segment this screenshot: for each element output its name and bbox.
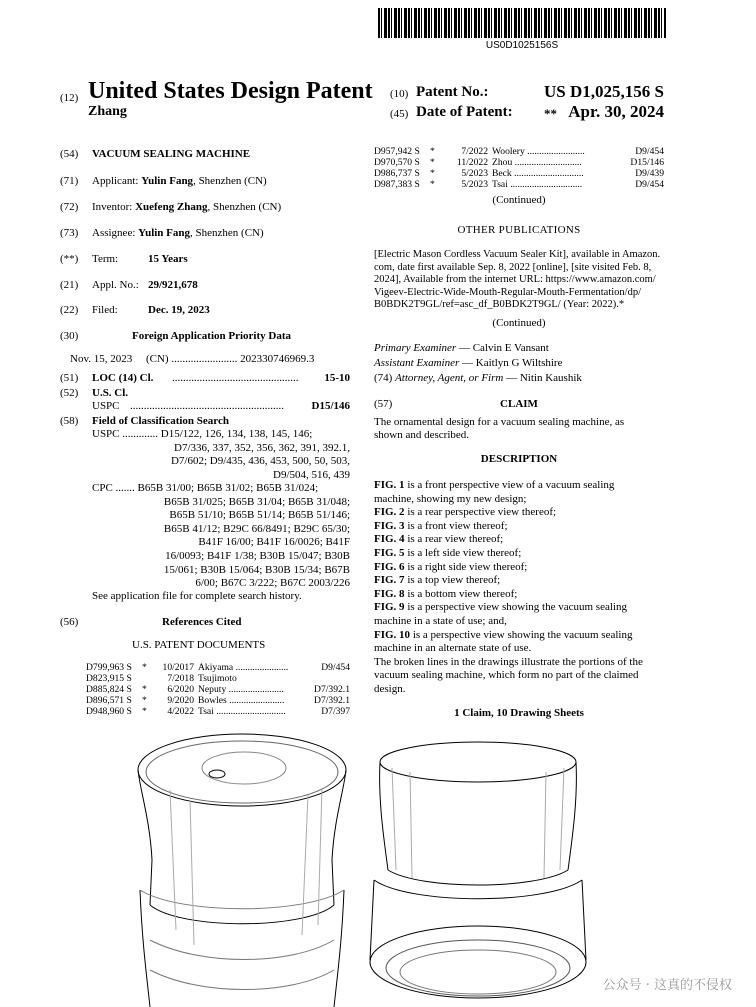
pub-line: [Electric Mason Cordless Vacuum Sealer Kit], available in Amazon. [374,249,661,260]
continued-note-2: (Continued) [492,317,546,329]
date-stars: ** [544,106,557,121]
ref-class: D15/146 [630,157,664,168]
code-73: (73) [60,227,79,239]
patent-type-title: United States Design Patent [88,78,373,104]
assistant-examiner-label: Assistant Examiner [374,357,460,369]
reference-row [86,662,350,673]
ref-number: D948,960 S [86,706,132,717]
cpc-line: 6/00; B67C 3/222; B67C 2003/226 [195,577,350,590]
primary-examiner-name: — Calvin E Vansant [456,342,549,354]
inventor-line [92,201,281,214]
inventor-name: Xuefeng Zhang [135,201,208,213]
ref-class: D7/397 [321,706,350,717]
uspc-value: D15/146 [311,400,350,412]
ref-class: D7/392.1 [314,695,350,706]
search-history-note: See application file for complete search history. [92,590,302,602]
ref-date: 7/2022 [461,146,488,157]
claim-title: CLAIM [500,398,538,410]
description-title: DESCRIPTION [480,453,558,465]
fig-ref: FIG. 6 [374,560,405,573]
desc-text: is a perspective view showing the vacuum sealing [404,601,627,614]
ref-star [142,673,156,684]
patent-date: Apr. 30, 2024 [568,102,664,121]
ref-number: D957,942 S [374,146,420,157]
loc-value: 15-10 [324,372,350,384]
reference-row [374,157,664,168]
ref-class [310,673,350,684]
ref-star: * [142,662,147,673]
ref-name: Woolery ........................ [492,146,585,157]
code-71: (71) [60,175,79,187]
applicant-label: Applicant: [92,175,139,187]
references-title: References Cited [162,616,242,628]
desc-line [374,479,666,493]
desc-text: is a perspective view showing the vacuum sealing [410,628,633,641]
ref-name: Tsujimoto [198,673,237,684]
code-56: (56) [60,616,79,628]
right-references [374,146,664,190]
code-72: (72) [60,201,79,213]
attorney-label: Attorney, Agent, or Firm [395,372,504,384]
claim-text [374,416,666,442]
ref-name: Bowles ....................... [198,695,285,706]
ref-name: Tsai ............................. [198,706,286,717]
uspc-line: USPC ............. D15/122, 126, 134, 138, 145, 146; [92,428,313,440]
ref-number: D885,824 S [86,684,132,695]
reference-row [86,706,350,717]
pub-line: 2024], Available from the internet URL: https://www.amazon.com/ [374,274,656,286]
desc-line [374,520,666,534]
reference-row [374,168,664,179]
fig-ref: FIG. 8 [374,587,405,600]
cpc-line: 15/061; B30B 15/064; B30B 15/34; B67B [163,563,350,576]
desc-text: vacuum sealing machine, which form no part of the claimed [374,669,639,682]
uspc-line: D7/602; D9/435, 436, 453, 500, 50, 503, [170,455,350,467]
desc-line [374,547,666,561]
assignee-location: , Shenzhen (CN) [190,227,264,239]
code-21: (21) [60,279,79,291]
ref-star: * [142,684,147,695]
desc-line [374,533,666,547]
fig-ref: FIG. 2 [374,506,405,519]
filed-value: Dec. 19, 2023 [148,304,210,316]
ref-number: D970,570 S [374,157,420,168]
us-patent-docs-title: U.S. PATENT DOCUMENTS [132,639,266,651]
desc-line [374,506,666,520]
assistant-examiner-name: — Kaitlyn G Wiltshire [459,357,563,369]
cpc-line: B65B 41/12; B29C 66/8491; B29C 65/30; [163,522,350,535]
ref-number: D799,963 S [86,662,132,673]
assignee-line [92,227,264,240]
priority-line: Nov. 15, 2023 (CN) ........................ 202330746969.3 [70,353,315,365]
ref-class: D9/454 [321,662,350,673]
claim-sheets-count: 1 Claim, 10 Drawing Sheets [454,707,584,719]
term-value: 15 Years [148,253,188,265]
rear-perspective-drawing [370,742,586,998]
desc-text: is a top view thereof; [404,574,501,587]
ref-star: * [430,179,435,190]
ref-star: * [142,695,147,706]
patent-number: US D1,025,156 S [544,82,664,101]
ref-date: 11/2022 [456,157,488,168]
appl-no-value: 29/921,678 [148,279,198,291]
fig-ref: FIG. 3 [374,519,405,532]
desc-text: machine in a state of use; and, [374,614,507,627]
desc-text: is a rear perspective view thereof; [404,506,557,519]
barcode [378,8,666,38]
desc-text: is a front view thereof; [404,519,508,532]
desc-text: machine in an alternate state of use. [374,642,532,655]
ref-name: Neputy ....................... [198,684,284,695]
reference-row [86,684,350,695]
field-search-cpc [92,482,350,591]
desc-line [374,656,666,670]
fig-ref: FIG. 1 [374,479,405,491]
ref-class: D7/392.1 [314,684,350,695]
other-publications-title: OTHER PUBLICATIONS [457,224,581,236]
cpc-line: B65B 51/10; B65B 51/14; B65B 51/146; [169,509,350,522]
fig-ref: FIG. 9 [374,601,405,614]
desc-line [374,642,666,656]
code-30: (30) [60,330,79,342]
applicant-line [92,175,267,188]
desc-line [374,629,666,643]
desc-line [374,574,666,588]
desc-line [374,615,666,629]
publication-text [374,249,664,312]
desc-line [374,588,666,602]
applicant-location: , Shenzhen (CN) [193,175,267,187]
primary-examiner-label: Primary Examiner [374,342,457,354]
ref-class: D9/439 [635,168,664,179]
uspc-dots: ........................................................ [130,400,284,412]
ref-class: D9/454 [635,179,664,190]
uspc-line: D9/504, 516, 439 [273,468,350,481]
fig-ref: FIG. 7 [374,574,405,587]
pub-line: com, date first available Sep. 8, 2022 [online], [site visited Feb. 8, [374,261,652,273]
ref-star: * [430,157,435,168]
code-74: (74) [374,372,393,384]
ref-date: 10/2017 [162,662,194,673]
foreign-priority-title: Foreign Application Priority Data [132,330,291,342]
desc-text: machine, showing my new design; [374,492,527,505]
invention-title: VACUUM SEALING MACHINE [92,148,251,160]
reference-row [86,673,350,684]
cpc-line: B41F 16/00; B41F 16/0026; B41F [198,536,350,549]
code-10: (10) [390,88,409,100]
ref-number: D896,571 S [86,695,132,706]
attorney-name: — Nitin Kaushik [503,372,582,384]
assistant-examiner [374,357,562,370]
ref-name: Akiyama ...................... [198,662,289,673]
appl-no-label: Appl. No.: [92,279,139,291]
inventor-surname: Zhang [88,104,127,119]
ref-date: 9/2020 [167,695,194,706]
attorney-line [374,372,582,385]
uspc-line: D7/336, 337, 352, 356, 362, 391, 392.1, [174,441,350,454]
applicant-name: Yulin Fang [141,175,194,187]
reference-row [374,179,664,190]
ref-date: 7/2018 [167,673,194,684]
desc-text: is a rear view thereof; [404,533,504,546]
assignee-label: Assignee: [92,227,136,239]
code-12: (12) [60,92,79,104]
uspc-label: USPC [92,400,120,412]
desc-line [374,493,666,507]
desc-text: is a right side view thereof; [404,560,528,573]
ref-date: 4/2022 [167,706,194,717]
patent-no-label: Patent No.: [416,84,489,100]
code-45: (45) [390,108,409,120]
design-drawings [0,730,756,1007]
filed-label: Filed: [92,304,118,316]
desc-text: is a front perspective view of a vacuum sealing [404,479,615,491]
field-search-title: Field of Classification Search [92,415,229,427]
desc-text: The broken lines in the drawings illustrate the portions of the [374,655,643,668]
desc-line [374,601,666,615]
reference-row [374,146,664,157]
ref-number: D987,383 S [374,179,420,190]
code-52: (52) [60,387,79,399]
desc-text: is a left side view thereof; [404,546,522,559]
description-body [374,479,666,697]
pub-line: Vigeev-Electric-Wide-Mouth-Regular-Mouth-Fermentation/dp/ [374,286,641,298]
inventor-label: Inventor: [92,201,133,213]
us-cl-label: U.S. Cl. [92,387,129,399]
loc-label: LOC (14) Cl. [92,372,154,384]
barcode-number: US0D1025156S [485,40,559,51]
pub-line: B0BDK2T9GL/ref=asc_df_B0BDK2T9GL/ (Year: 2022).* [374,299,625,311]
code-58: (58) [60,415,79,427]
field-search-uspc [92,428,350,482]
code-57: (57) [374,398,393,410]
cpc-line: B65B 31/025; B65B 31/04; B65B 31/048; [163,495,350,508]
fig-ref: FIG. 4 [374,533,405,546]
assignee-name: Yulin Fang [138,227,191,239]
fig-ref: FIG. 10 [374,628,411,641]
desc-line [374,669,666,683]
desc-text: design. [374,682,406,695]
claim-line: shown and described. [374,429,470,441]
ref-number: D986,737 S [374,168,420,179]
fig-ref: FIG. 5 [374,546,405,559]
code-22: (22) [60,304,79,316]
code-term: (**) [60,253,79,265]
ref-name: Beck ............................. [492,168,584,179]
watermark-text: 公众号 · 这真的不侵权 [602,978,732,993]
ref-star: * [430,146,435,157]
front-perspective-drawing [138,734,346,1007]
reference-row [86,695,350,706]
code-54: (54) [60,148,79,160]
code-51: (51) [60,372,79,384]
ref-class: D9/454 [635,146,664,157]
claim-line: The ornamental design for a vacuum sealing machine, as [374,416,625,428]
left-references [86,662,350,717]
ref-name: Tsai .............................. [492,179,583,190]
primary-examiner [374,342,549,355]
cpc-line: 16/0093; B41F 1/38; B30B 15/047; B30B [165,549,350,562]
desc-line [374,561,666,575]
ref-date: 6/2020 [167,684,194,695]
desc-line [374,683,666,697]
ref-date: 5/2023 [461,179,488,190]
desc-text: is a bottom view thereof; [404,587,518,600]
loc-dots: .............................................. [172,372,299,384]
ref-star: * [142,706,147,717]
ref-number: D823,915 S [86,673,132,684]
term-label: Term: [92,253,119,265]
ref-name: Zhou ............................ [492,157,582,168]
cpc-line: CPC ....... B65B 31/00; B65B 31/02; B65B 31/024; [92,482,319,494]
ref-star: * [430,168,435,179]
ref-date: 5/2023 [461,168,488,179]
date-label: Date of Patent: [416,104,513,120]
continued-note: (Continued) [492,194,546,206]
inventor-location: , Shenzhen (CN) [207,201,282,213]
